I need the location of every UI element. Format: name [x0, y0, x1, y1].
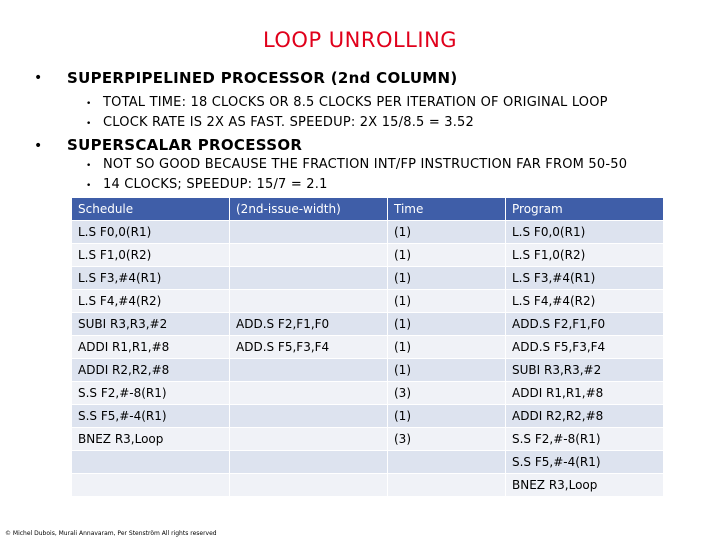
- cell-program: L.S F0,0(R1): [506, 221, 664, 244]
- cell-schedule: L.S F4,#4(R2): [72, 290, 230, 313]
- sub-bullet: •: [86, 119, 92, 129]
- table-row: [72, 451, 664, 474]
- cell-schedule: BNEZ R3,Loop: [72, 428, 230, 451]
- cell-program: ADD.S F2,F1,F0: [506, 313, 664, 336]
- slide-title: LOOP UNROLLING: [262, 28, 458, 52]
- cell-time: (1): [388, 405, 506, 428]
- cell-schedule: [72, 474, 230, 497]
- cell-program: L.S F3,#4(R1): [506, 267, 664, 290]
- cell-schedule: [72, 451, 230, 474]
- cell-time: (1): [388, 244, 506, 267]
- cell-time: (3): [388, 428, 506, 451]
- table-row: [72, 244, 664, 267]
- cell-issue: [230, 405, 388, 428]
- cell-program: L.S F1,0(R2): [506, 244, 664, 267]
- cell-issue: [230, 451, 388, 474]
- cell-time: (1): [388, 359, 506, 382]
- cell-issue: [230, 221, 388, 244]
- cell-program: ADDI R2,R2,#8: [506, 405, 664, 428]
- cell-time: (1): [388, 221, 506, 244]
- header-issue-width: (2nd-issue-width): [230, 198, 388, 221]
- cell-time: [388, 451, 506, 474]
- table-row: [72, 405, 664, 428]
- cell-issue: [230, 359, 388, 382]
- header-schedule: Schedule: [72, 198, 230, 221]
- cell-time: (3): [388, 382, 506, 405]
- copyright-footer: © Michel Dubois, Murali Annavaram, Per Stenström All rights reserved: [5, 530, 217, 537]
- cell-time: (1): [388, 267, 506, 290]
- cell-issue: [230, 267, 388, 290]
- section-heading-superscalar: SUPERSCALAR PROCESSOR: [67, 136, 303, 154]
- table-row: [72, 474, 664, 497]
- sub-bullet: •: [86, 161, 92, 171]
- table-row: [72, 221, 664, 244]
- schedule-table: [71, 197, 664, 497]
- cell-time: (1): [388, 336, 506, 359]
- cell-program: BNEZ R3,Loop: [506, 474, 664, 497]
- cell-program: SUBI R3,R3,#2: [506, 359, 664, 382]
- table-header-row: [72, 198, 664, 221]
- sub-item: NOT SO GOOD BECAUSE THE FRACTION INT/FP INSTRUCTION FAR FROM 50-50: [103, 157, 628, 172]
- cell-schedule: SUBI R3,R3,#2: [72, 313, 230, 336]
- cell-program: ADDI R1,R1,#8: [506, 382, 664, 405]
- table-row: [72, 313, 664, 336]
- cell-schedule: S.S F2,#-8(R1): [72, 382, 230, 405]
- cell-schedule: L.S F1,0(R2): [72, 244, 230, 267]
- sub-item: 14 CLOCKS; SPEEDUP: 15/7 = 2.1: [103, 177, 328, 192]
- sub-item: TOTAL TIME: 18 CLOCKS OR 8.5 CLOCKS PER ITERATION OF ORIGINAL LOOP: [103, 95, 608, 110]
- section-heading-superpipelined: SUPERPIPELINED PROCESSOR (2nd COLUMN): [67, 69, 458, 87]
- sub-bullet: •: [86, 99, 92, 109]
- cell-schedule: S.S F5,#-4(R1): [72, 405, 230, 428]
- cell-issue: [230, 244, 388, 267]
- cell-schedule: L.S F0,0(R1): [72, 221, 230, 244]
- cell-issue: ADD.S F2,F1,F0: [230, 313, 388, 336]
- cell-schedule: ADDI R1,R1,#8: [72, 336, 230, 359]
- cell-program: S.S F2,#-8(R1): [506, 428, 664, 451]
- cell-issue: [230, 474, 388, 497]
- bullet-1: •: [34, 70, 43, 86]
- bullet-2: •: [34, 138, 43, 154]
- sub-bullet: •: [86, 181, 92, 191]
- sub-item: CLOCK RATE IS 2X AS FAST. SPEEDUP: 2X 15/8.5 = 3.52: [103, 115, 475, 130]
- cell-issue: ADD.S F5,F3,F4: [230, 336, 388, 359]
- cell-program: ADD.S F5,F3,F4: [506, 336, 664, 359]
- cell-time: (1): [388, 290, 506, 313]
- cell-schedule: L.S F3,#4(R1): [72, 267, 230, 290]
- cell-issue: [230, 382, 388, 405]
- header-time: Time: [388, 198, 506, 221]
- cell-schedule: ADDI R2,R2,#8: [72, 359, 230, 382]
- cell-time: (1): [388, 313, 506, 336]
- table-row: [72, 428, 664, 451]
- table-row: [72, 382, 664, 405]
- cell-issue: [230, 428, 388, 451]
- cell-program: L.S F4,#4(R2): [506, 290, 664, 313]
- cell-issue: [230, 290, 388, 313]
- table-row: [72, 336, 664, 359]
- table-row: [72, 290, 664, 313]
- cell-time: [388, 474, 506, 497]
- cell-program: S.S F5,#-4(R1): [506, 451, 664, 474]
- table-row: [72, 267, 664, 290]
- header-program: Program: [506, 198, 664, 221]
- table-row: [72, 359, 664, 382]
